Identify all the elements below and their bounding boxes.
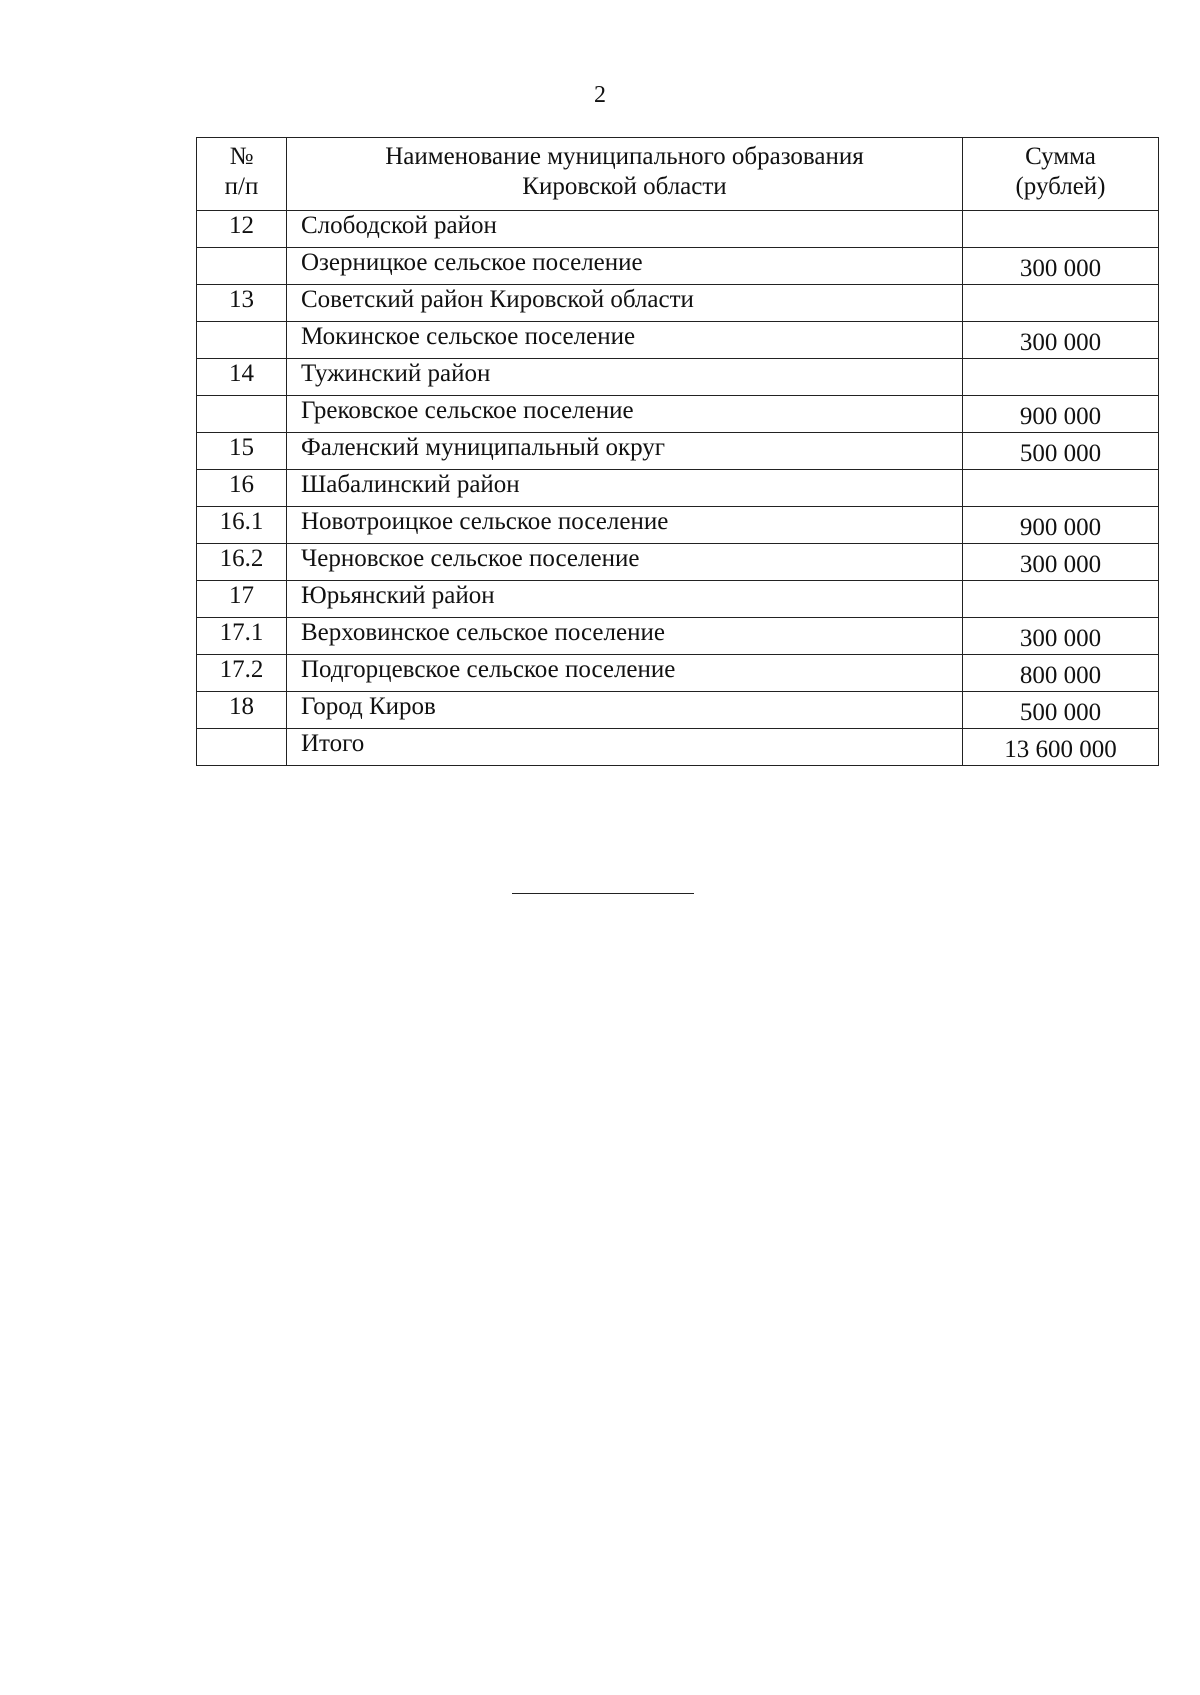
row-number: 13 xyxy=(197,285,287,322)
row-name: Слободской район xyxy=(287,211,963,248)
row-number: 17.2 xyxy=(197,655,287,692)
table-row xyxy=(197,211,1159,248)
row-name: Шабалинский район xyxy=(287,470,963,507)
header-name xyxy=(287,138,963,211)
row-name: Город Киров xyxy=(287,692,963,729)
header-sum xyxy=(963,138,1159,211)
row-sum xyxy=(963,359,1159,396)
row-number: 12 xyxy=(197,211,287,248)
header-sum-line1: Сумма xyxy=(1025,143,1096,170)
header-number-line1: № xyxy=(229,143,254,170)
total-sum: 13 600 000 xyxy=(963,729,1159,766)
row-sum: 300 000 xyxy=(963,544,1159,581)
table-row xyxy=(197,544,1159,581)
row-number xyxy=(197,396,287,433)
table-row xyxy=(197,285,1159,322)
row-sum: 300 000 xyxy=(963,618,1159,655)
row-number: 15 xyxy=(197,433,287,470)
table-row xyxy=(197,581,1159,618)
row-name: Подгорцевское сельское поселение xyxy=(287,655,963,692)
row-number xyxy=(197,322,287,359)
row-number: 16 xyxy=(197,470,287,507)
row-sum: 800 000 xyxy=(963,655,1159,692)
row-sum: 900 000 xyxy=(963,507,1159,544)
header-number-line2: п/п xyxy=(224,173,259,200)
table-row xyxy=(197,507,1159,544)
table-row xyxy=(197,692,1159,729)
table-header-row xyxy=(197,138,1159,211)
row-number: 16.1 xyxy=(197,507,287,544)
table-row xyxy=(197,396,1159,433)
row-name: Новотроицкое сельское поселение xyxy=(287,507,963,544)
row-sum xyxy=(963,285,1159,322)
row-name: Юрьянский район xyxy=(287,581,963,618)
table-row xyxy=(197,359,1159,396)
end-of-document-rule xyxy=(512,893,694,894)
row-sum xyxy=(963,470,1159,507)
total-label: Итого xyxy=(287,729,963,766)
row-number: 14 xyxy=(197,359,287,396)
row-sum: 300 000 xyxy=(963,322,1159,359)
row-name: Советский район Кировской области xyxy=(287,285,963,322)
row-number: 17 xyxy=(197,581,287,618)
total-number xyxy=(197,729,287,766)
row-name: Черновское сельское поселение xyxy=(287,544,963,581)
row-name: Верховинское сельское поселение xyxy=(287,618,963,655)
row-number xyxy=(197,248,287,285)
table-row xyxy=(197,322,1159,359)
header-sum-line2: (рублей) xyxy=(1015,173,1106,200)
row-name: Фаленский муниципальный округ xyxy=(287,433,963,470)
row-name: Озерницкое сельское поселение xyxy=(287,248,963,285)
row-number: 18 xyxy=(197,692,287,729)
table-row xyxy=(197,470,1159,507)
row-sum: 300 000 xyxy=(963,248,1159,285)
row-sum: 500 000 xyxy=(963,692,1159,729)
table-row xyxy=(197,433,1159,470)
table-row xyxy=(197,618,1159,655)
row-name: Тужинский район xyxy=(287,359,963,396)
header-number xyxy=(197,138,287,211)
row-sum xyxy=(963,211,1159,248)
total-row xyxy=(197,729,1159,766)
row-name: Грековское сельское поселение xyxy=(287,396,963,433)
row-sum: 500 000 xyxy=(963,433,1159,470)
table-row xyxy=(197,248,1159,285)
row-number: 17.1 xyxy=(197,618,287,655)
table-row xyxy=(197,655,1159,692)
header-name-line2: Кировской области xyxy=(522,173,727,200)
row-sum xyxy=(963,581,1159,618)
allocation-table xyxy=(196,137,1159,766)
row-number: 16.2 xyxy=(197,544,287,581)
header-name-line1: Наименование муниципального образования xyxy=(385,143,864,170)
row-name: Мокинское сельское поселение xyxy=(287,322,963,359)
row-sum: 900 000 xyxy=(963,396,1159,433)
page-number: 2 xyxy=(594,82,606,108)
